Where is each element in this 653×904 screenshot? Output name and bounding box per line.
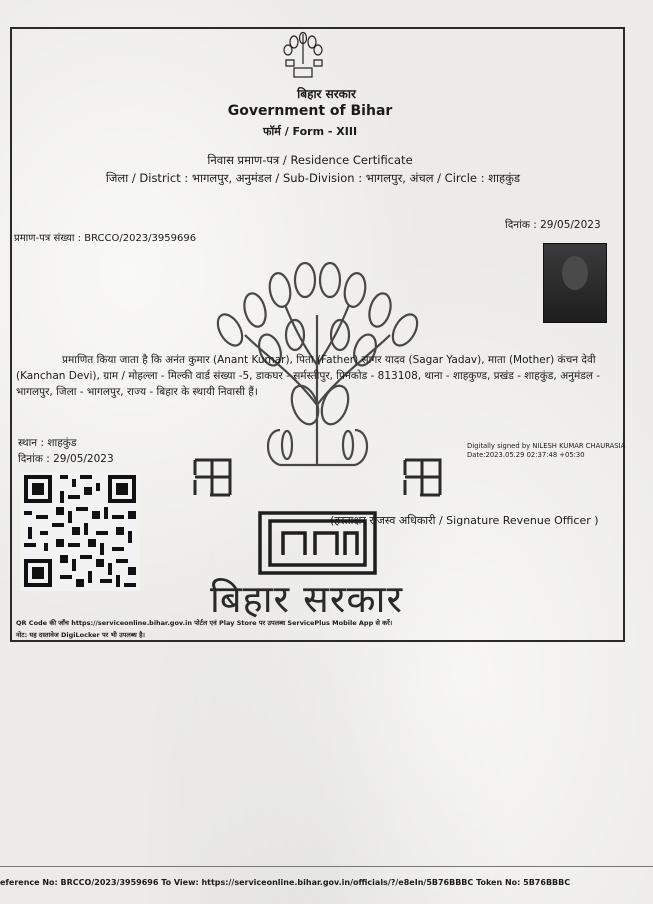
certificate-type: निवास प्रमाण-पत्र / Residence Certificate: [207, 153, 413, 167]
bodhi-tree-watermark-icon: [185, 255, 455, 615]
district-line: जिला / District : भागलपुर, अनुमंडल / Sub-Division : भागलपुर, अंचल / Circle : शाहकुंड: [105, 171, 521, 185]
certificate-number: प्रमाण-पत्र संख्या : BRCCO/2023/3959696: [14, 233, 197, 244]
header-title-hindi: बिहार सरकार: [297, 87, 356, 101]
certificate-body: प्रमाणित किया जाता है कि अनंत कुमार (Anant Kumar), पिता (Father) सागर यादव (Sagar Yadav), माता (Mother) कंचन देवी (Kanchan Devi), ग्राम / मोहल्ला - मिल्की वार्ड संख्या -5, डाकघर - सर्मस्तीपुर, पिनकोड - 813108, थाना - शाहकुण्ड, प्रखंड - शाहकुंड, अनुमंडल - भागलपुर, जिला - भागलपुर, राज्य - बिहार के स्थायी निवासी हैं।: [16, 354, 601, 398]
qr-note-line1: QR Code की जाँच https://serviceonline.bihar.gov.in पोर्टल एवं Play Store पर उपलब्ध ServicePlus Mobile App से करें।: [16, 619, 393, 627]
watermark-text: बिहार सरकार: [210, 577, 403, 621]
photo-face: [562, 256, 588, 290]
issue-date-bottom: दिनांक : 29/05/2023: [18, 453, 114, 465]
digital-signature-line2: Date:2023.05.29 02:37:48 +05:30: [467, 451, 585, 459]
header-title-english: Government of Bihar: [227, 103, 393, 119]
digital-signature-line1: Digitally signed by NILESH KUMAR CHAURASIA: [467, 442, 626, 450]
issue-date-top: दिनांक : 29/05/2023: [505, 219, 601, 231]
digital-signature: [467, 442, 625, 460]
applicant-photo: [543, 243, 607, 323]
qr-code-icon: [20, 470, 140, 592]
place: स्थान : शाहकुंड: [18, 437, 77, 449]
footer-reference: eference No: BRCCO/2023/3959696 To View: https://serviceonline.bihar.gov.in/officials/?/e8eIn/5B76BBBC Token No: 5B76BBBC: [0, 878, 571, 887]
qr-note-line2: नोट: यह दस्तावेज DigiLocker पर भी उपलब्ध है।: [16, 631, 145, 639]
form-number: फॉर्म / Form - XIII: [262, 125, 358, 138]
bihar-emblem-icon: [280, 30, 326, 80]
footer-divider: [0, 866, 653, 867]
signature-officer: (हस्ताक्षर राजस्व अधिकारी / Signature Revenue Officer ): [330, 514, 599, 527]
